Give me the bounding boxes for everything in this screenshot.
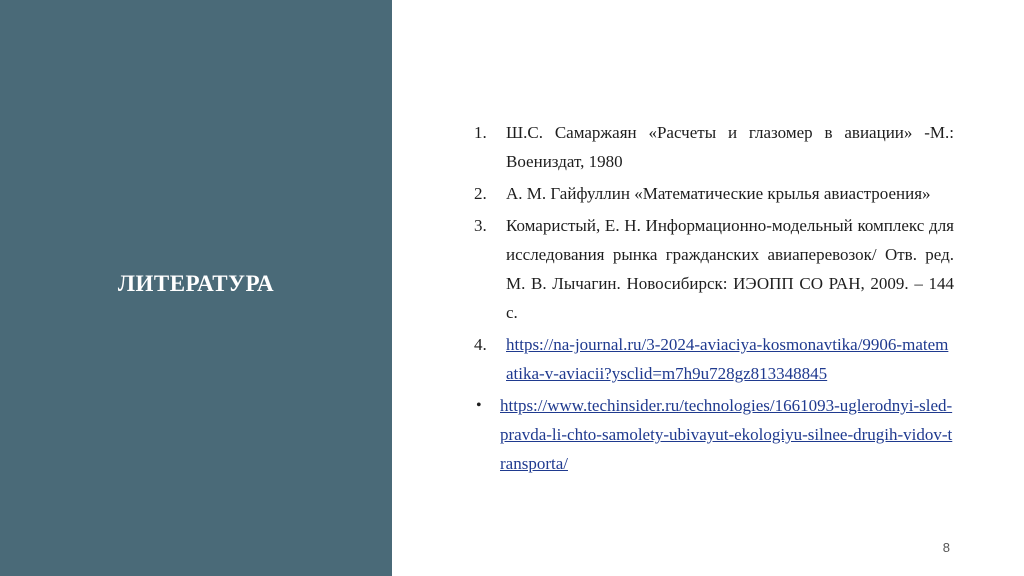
reference-text: Ш.С. Самаржаян «Расчеты и глазомер в авиации» -М.: Воениздат, 1980 xyxy=(506,123,954,171)
reference-link-techinsider[interactable]: https://www.techinsider.ru/technologies/1661093-uglerodnyi-sled-pravda-li-chto-samolety-ubivayut-ekologiyu-silnee-drugih-vidov-transporta/ xyxy=(500,396,953,473)
reference-item-5 xyxy=(470,391,954,478)
list-number: 3. xyxy=(474,216,487,235)
title-panel xyxy=(0,0,392,576)
page-number: 8 xyxy=(942,540,950,555)
reference-text: А. М. Гайфуллин «Математические крылья авиастроения» xyxy=(506,184,931,203)
reference-item-3 xyxy=(470,211,954,327)
list-number: 4. xyxy=(474,335,487,354)
list-number: 2. xyxy=(474,184,487,203)
bullet-icon: • xyxy=(476,397,482,414)
reference-item-4 xyxy=(470,330,954,388)
reference-item-1 xyxy=(470,118,954,176)
reference-link-na-journal[interactable]: https://na-journal.ru/3-2024-aviaciya-kosmonavtika/9906-matematika-v-aviacii?ysclid=m7h9u728gz813348845 xyxy=(506,335,949,383)
reference-text: Комаристый, Е. Н. Информационно-модельный комплекс для исследования рынка гражданских авиаперевозок/ Отв. ред. М. В. Лычагин. Новосибирск: ИЭОПП СО РАН, 2009. – 144 с. xyxy=(506,216,954,322)
slide-title: ЛИТЕРАТУРА xyxy=(117,271,275,296)
reference-list xyxy=(470,118,954,478)
list-number: 1. xyxy=(474,123,487,142)
reference-item-2 xyxy=(470,179,954,208)
